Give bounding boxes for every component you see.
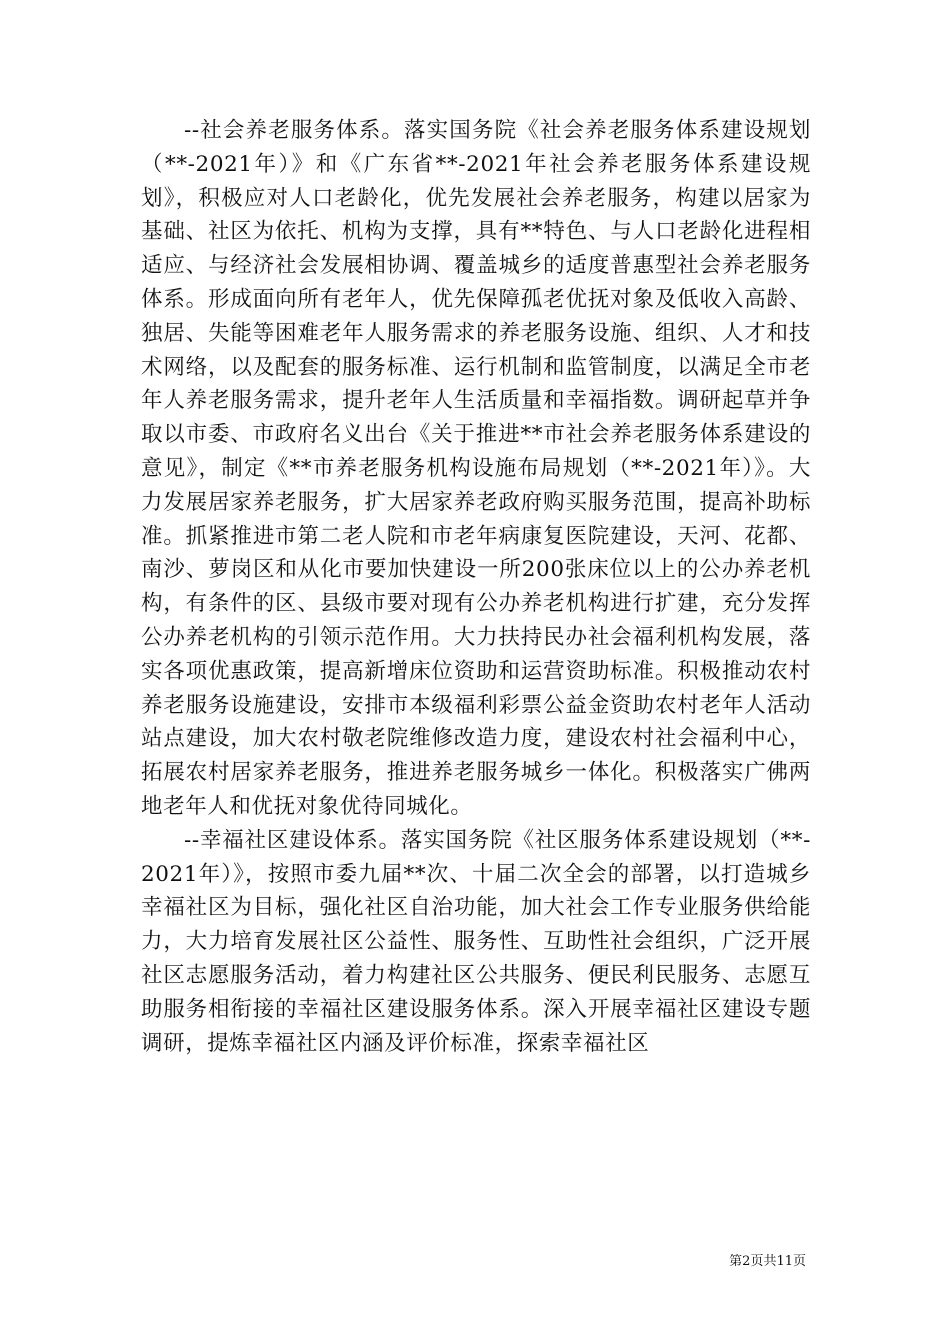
paragraph-happy-community: --幸福社区建设体系。落实国务院《社区服务体系建设规划（**-2021年）》，按照市委九届**次、十届二次全会的部署，以打造城乡幸福社区为目标，强化社区自治功能，加大社会工作专业服务供给能力，大力培育发展社区公益性、服务性、互助性社会组织，广泛开展社区志愿服务活动，着力构建社区公共服务、便民利民服务、志愿互助服务相衔接的幸福社区建设服务体系。深入开展幸福社区建设专题调研，提炼幸福社区内涵及评价标准，探索幸福社区 [141,827,811,1056]
page-number: 第2页共11页 [729,1254,806,1269]
document-body [141,114,811,1060]
paragraph-social-elderly-care: --社会养老服务体系。落实国务院《社会养老服务体系建设规划（**-2021年）》和《广东省**-2021年社会养老服务体系建设规划》，积极应对人口老龄化，优先发展社会养老服务，构建以居家为基础、社区为依托、机构为支撑，具有**特色、与人口老龄化进程相适应、与经济社会发展相协调、覆盖城乡的适度普惠型社会养老服务体系。形成面向所有老年人，优先保障孤老优抚对象及低收入高龄、独居、失能等困难老年人服务需求的养老服务设施、组织、人才和技术网络，以及配套的服务标准、运行机制和监管制度，以满足全市老年人养老服务需求，提升老年人生活质量和幸福指数。调研起草并争取以市委、市政府名义出台《关于推进**市社会养老服务体系建设的意见》，制定《**市养老服务机构设施布局规划（**-2021年）》。大力发展居家养老服务，扩大居家养老政府购买服务范围，提高补助标准。抓紧推进市第二老人院和市老年病康复医院建设，天河、花都、南沙、萝岗区和从化市要加快建设一所200张床位以上的公办养老机构，有条件的区、县级市要对现有公办养老机构进行扩建，充分发挥公办养老机构的引领示范作用。大力扶持民办社会福利机构发展，落实各项优惠政策，提高新增床位资助和运营资助标准。积极推动农村养老服务设施建设，安排市本级福利彩票公益金资助农村老年人活动站点建设，加大农村敬老院维修改造力度，建设农村社会福利中心，拓展农村居家养老服务，推进养老服务城乡一体化。积极落实广佛两地老年人和优抚对象优待同城化。 [141,118,811,819]
page-footer [0,1250,950,1269]
